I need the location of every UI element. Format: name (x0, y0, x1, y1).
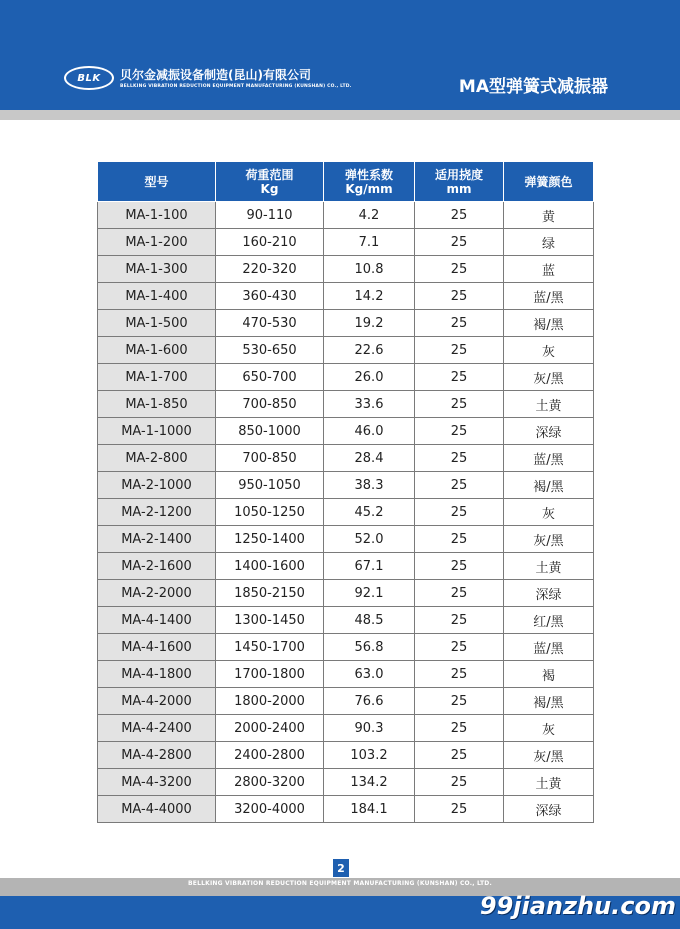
cell-deflection: 25 (415, 391, 504, 418)
cell-model: MA-4-4000 (98, 796, 216, 823)
cell-spring-rate: 56.8 (324, 634, 415, 661)
cell-model: MA-1-1000 (98, 418, 216, 445)
company-name-en: BELLKING VIBRATION REDUCTION EQUIPMENT MANUFACTURING (KUNSHAN) CO., LTD. (120, 84, 352, 89)
cell-deflection: 25 (415, 688, 504, 715)
cell-spring-color: 灰/黑 (504, 364, 594, 391)
cell-spring-rate: 22.6 (324, 337, 415, 364)
table-header-row (98, 162, 594, 202)
cell-deflection: 25 (415, 742, 504, 769)
cell-spring-color: 蓝/黑 (504, 634, 594, 661)
cell-model: MA-2-800 (98, 445, 216, 472)
header-model-label: 型号 (144, 174, 169, 189)
cell-load-range: 90-110 (216, 202, 324, 229)
table-row (98, 607, 594, 634)
table-row (98, 391, 594, 418)
table-row (98, 526, 594, 553)
cell-spring-color: 深绿 (504, 580, 594, 607)
cell-spring-rate: 92.1 (324, 580, 415, 607)
cell-model: MA-1-100 (98, 202, 216, 229)
cell-deflection: 25 (415, 661, 504, 688)
cell-load-range: 2000-2400 (216, 715, 324, 742)
table-row (98, 715, 594, 742)
cell-spring-rate: 19.2 (324, 310, 415, 337)
cell-deflection: 25 (415, 499, 504, 526)
cell-deflection: 25 (415, 364, 504, 391)
spec-table-body (98, 202, 594, 823)
cell-spring-color: 褐/黑 (504, 310, 594, 337)
cell-load-range: 850-1000 (216, 418, 324, 445)
table-row (98, 202, 594, 229)
cell-model: MA-2-1000 (98, 472, 216, 499)
cell-deflection: 25 (415, 526, 504, 553)
cell-spring-rate: 4.2 (324, 202, 415, 229)
cell-model: MA-4-2400 (98, 715, 216, 742)
cell-deflection: 25 (415, 283, 504, 310)
cell-deflection: 25 (415, 445, 504, 472)
cell-spring-color: 深绿 (504, 796, 594, 823)
page-title: MA型弹簧式减振器 (458, 77, 608, 97)
cell-load-range: 220-320 (216, 256, 324, 283)
table-row (98, 283, 594, 310)
cell-spring-color: 褐/黑 (504, 688, 594, 715)
cell-spring-color: 灰 (504, 715, 594, 742)
cell-deflection: 25 (415, 553, 504, 580)
cell-spring-rate: 52.0 (324, 526, 415, 553)
cell-spring-rate: 7.1 (324, 229, 415, 256)
header-spring-color-label: 弹簧颜色 (524, 174, 573, 189)
cell-load-range: 650-700 (216, 364, 324, 391)
cell-spring-color: 蓝 (504, 256, 594, 283)
header-load-range-unit: Kg (260, 181, 279, 196)
cell-model: MA-4-3200 (98, 769, 216, 796)
cell-model: MA-2-1400 (98, 526, 216, 553)
table-row (98, 796, 594, 823)
header-spring-rate (324, 162, 415, 202)
table-row (98, 445, 594, 472)
cell-spring-rate: 76.6 (324, 688, 415, 715)
cell-model: MA-1-200 (98, 229, 216, 256)
cell-spring-rate: 46.0 (324, 418, 415, 445)
cell-spring-rate: 14.2 (324, 283, 415, 310)
table-row (98, 256, 594, 283)
header-spring-rate-unit: Kg/mm (345, 181, 393, 196)
table-row (98, 472, 594, 499)
cell-spring-color: 褐/黑 (504, 472, 594, 499)
header-deflection-unit: mm (446, 181, 472, 196)
header-spring-rate-label: 弹性系数 (344, 167, 393, 182)
table-row (98, 337, 594, 364)
cell-spring-rate: 45.2 (324, 499, 415, 526)
table-row (98, 499, 594, 526)
cell-load-range: 1250-1400 (216, 526, 324, 553)
cell-deflection: 25 (415, 796, 504, 823)
cell-load-range: 3200-4000 (216, 796, 324, 823)
cell-deflection: 25 (415, 580, 504, 607)
table-row (98, 310, 594, 337)
header-divider-band (0, 110, 680, 120)
cell-load-range: 2800-3200 (216, 769, 324, 796)
cell-load-range: 1300-1450 (216, 607, 324, 634)
company-logo: BLK (64, 66, 114, 90)
cell-deflection: 25 (415, 418, 504, 445)
cell-spring-color: 灰 (504, 499, 594, 526)
cell-spring-color: 土黄 (504, 553, 594, 580)
cell-deflection: 25 (415, 202, 504, 229)
cell-load-range: 950-1050 (216, 472, 324, 499)
cell-spring-color: 蓝/黑 (504, 283, 594, 310)
cell-load-range: 1850-2150 (216, 580, 324, 607)
cell-spring-color: 土黄 (504, 769, 594, 796)
table-row (98, 661, 594, 688)
cell-spring-color: 红/黑 (504, 607, 594, 634)
cell-model: MA-1-700 (98, 364, 216, 391)
cell-spring-rate: 90.3 (324, 715, 415, 742)
cell-model: MA-1-400 (98, 283, 216, 310)
cell-model: MA-1-300 (98, 256, 216, 283)
table-row (98, 229, 594, 256)
cell-load-range: 700-850 (216, 445, 324, 472)
cell-model: MA-2-2000 (98, 580, 216, 607)
cell-load-range: 1050-1250 (216, 499, 324, 526)
cell-spring-rate: 28.4 (324, 445, 415, 472)
cell-load-range: 2400-2800 (216, 742, 324, 769)
cell-spring-rate: 103.2 (324, 742, 415, 769)
cell-spring-color: 褐 (504, 661, 594, 688)
cell-model: MA-1-600 (98, 337, 216, 364)
cell-load-range: 160-210 (216, 229, 324, 256)
cell-load-range: 470-530 (216, 310, 324, 337)
cell-load-range: 1400-1600 (216, 553, 324, 580)
cell-spring-color: 绿 (504, 229, 594, 256)
cell-spring-rate: 26.0 (324, 364, 415, 391)
site-watermark: 99jianzhu.com (479, 892, 676, 920)
cell-deflection: 25 (415, 337, 504, 364)
cell-deflection: 25 (415, 607, 504, 634)
table-row (98, 580, 594, 607)
cell-deflection: 25 (415, 472, 504, 499)
cell-spring-color: 灰/黑 (504, 742, 594, 769)
header-deflection-label: 适用挠度 (434, 167, 483, 182)
cell-spring-rate: 48.5 (324, 607, 415, 634)
cell-deflection: 25 (415, 715, 504, 742)
cell-load-range: 360-430 (216, 283, 324, 310)
cell-spring-color: 蓝/黑 (504, 445, 594, 472)
table-row (98, 769, 594, 796)
footer-company-en: BELLKING VIBRATION REDUCTION EQUIPMENT MANUFACTURING (KUNSHAN) CO., LTD. (188, 880, 492, 887)
spec-table (97, 161, 594, 823)
cell-spring-rate: 10.8 (324, 256, 415, 283)
cell-deflection: 25 (415, 634, 504, 661)
header-load-range-label: 荷重范围 (245, 167, 294, 182)
header-model (98, 162, 216, 202)
cell-model: MA-2-1600 (98, 553, 216, 580)
header-spring-color (504, 162, 594, 202)
cell-spring-rate: 38.3 (324, 472, 415, 499)
page-number: 2 (333, 859, 349, 877)
cell-deflection: 25 (415, 769, 504, 796)
cell-model: MA-4-1800 (98, 661, 216, 688)
cell-spring-color: 灰 (504, 337, 594, 364)
cell-model: MA-2-1200 (98, 499, 216, 526)
cell-model: MA-1-850 (98, 391, 216, 418)
cell-model: MA-4-2000 (98, 688, 216, 715)
cell-load-range: 530-650 (216, 337, 324, 364)
header-deflection (415, 162, 504, 202)
cell-spring-color: 黄 (504, 202, 594, 229)
cell-deflection: 25 (415, 256, 504, 283)
cell-deflection: 25 (415, 310, 504, 337)
table-row (98, 553, 594, 580)
table-row (98, 688, 594, 715)
company-name-cn: 贝尔金减振设备制造(昆山)有限公司 (120, 68, 311, 82)
cell-model: MA-1-500 (98, 310, 216, 337)
table-row (98, 364, 594, 391)
cell-spring-rate: 67.1 (324, 553, 415, 580)
table-row (98, 742, 594, 769)
cell-deflection: 25 (415, 229, 504, 256)
cell-load-range: 700-850 (216, 391, 324, 418)
cell-model: MA-4-1400 (98, 607, 216, 634)
cell-spring-rate: 134.2 (324, 769, 415, 796)
cell-spring-color: 深绿 (504, 418, 594, 445)
table-row (98, 634, 594, 661)
header-load-range (216, 162, 324, 202)
cell-load-range: 1450-1700 (216, 634, 324, 661)
cell-model: MA-4-2800 (98, 742, 216, 769)
cell-spring-color: 灰/黑 (504, 526, 594, 553)
cell-spring-color: 土黄 (504, 391, 594, 418)
cell-model: MA-4-1600 (98, 634, 216, 661)
cell-load-range: 1700-1800 (216, 661, 324, 688)
cell-spring-rate: 184.1 (324, 796, 415, 823)
table-row (98, 418, 594, 445)
cell-spring-rate: 33.6 (324, 391, 415, 418)
cell-spring-rate: 63.0 (324, 661, 415, 688)
cell-load-range: 1800-2000 (216, 688, 324, 715)
